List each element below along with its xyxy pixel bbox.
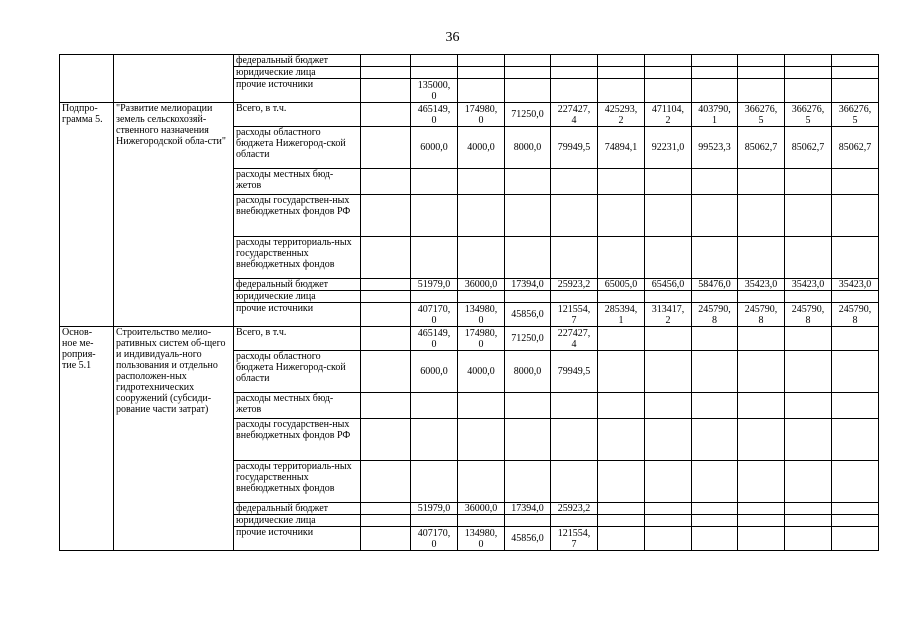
value-cell: 135000, 0 xyxy=(411,79,458,103)
value-cell xyxy=(505,419,551,461)
value-cell xyxy=(738,419,785,461)
value-cell xyxy=(692,393,738,419)
value-cell xyxy=(458,291,505,303)
value-cell xyxy=(832,351,879,393)
value-cell xyxy=(785,327,832,351)
spacer-cell xyxy=(361,303,411,327)
name-cell: Строительство мелио-ративных систем об-щего и индивидуаль-ного пользования и отдельно расположен-ных гидротехнических сооружений (субсиди-рование части затрат) xyxy=(114,327,234,551)
value-cell xyxy=(505,291,551,303)
value-cell xyxy=(785,461,832,503)
value-cell: 71250,0 xyxy=(505,327,551,351)
value-cell: 366276, 5 xyxy=(785,103,832,127)
value-cell xyxy=(738,195,785,237)
value-cell xyxy=(598,515,645,527)
value-cell: 4000,0 xyxy=(458,127,505,169)
value-cell xyxy=(692,351,738,393)
value-cell xyxy=(738,393,785,419)
value-cell xyxy=(645,79,692,103)
table-row xyxy=(60,327,879,351)
value-cell xyxy=(645,515,692,527)
value-cell: 366276, 5 xyxy=(832,103,879,127)
value-cell: 17394,0 xyxy=(505,279,551,291)
value-cell xyxy=(598,461,645,503)
value-cell xyxy=(738,327,785,351)
spacer-cell xyxy=(361,67,411,79)
value-cell xyxy=(738,515,785,527)
value-cell xyxy=(598,351,645,393)
source-label: федеральный бюджет xyxy=(234,55,361,67)
value-cell xyxy=(598,67,645,79)
spacer-cell xyxy=(361,79,411,103)
value-cell xyxy=(598,55,645,67)
value-cell xyxy=(645,67,692,79)
value-cell: 121554, 7 xyxy=(551,303,598,327)
source-label: расходы территориаль-ных государственных внебюджетных фондов xyxy=(234,461,361,503)
value-cell: 51979,0 xyxy=(411,279,458,291)
spacer-cell xyxy=(361,515,411,527)
spacer-cell xyxy=(361,393,411,419)
value-cell xyxy=(692,291,738,303)
value-cell xyxy=(505,461,551,503)
source-label: Всего, в т.ч. xyxy=(234,103,361,127)
value-cell xyxy=(505,195,551,237)
value-cell xyxy=(785,393,832,419)
value-cell xyxy=(785,419,832,461)
value-cell xyxy=(645,55,692,67)
value-cell xyxy=(832,461,879,503)
value-cell: 36000,0 xyxy=(458,279,505,291)
value-cell xyxy=(738,67,785,79)
value-cell: 174980, 0 xyxy=(458,327,505,351)
value-cell xyxy=(505,515,551,527)
value-cell: 74894,1 xyxy=(598,127,645,169)
value-cell xyxy=(458,419,505,461)
value-cell: 85062,7 xyxy=(785,127,832,169)
value-cell: 45856,0 xyxy=(505,303,551,327)
program-cell: Подпро- грамма 5. xyxy=(60,103,114,327)
value-cell xyxy=(645,461,692,503)
value-cell xyxy=(692,515,738,527)
source-label: юридические лица xyxy=(234,67,361,79)
value-cell: 245790, 8 xyxy=(832,303,879,327)
value-cell xyxy=(738,291,785,303)
value-cell xyxy=(598,291,645,303)
value-cell xyxy=(551,291,598,303)
value-cell xyxy=(598,237,645,279)
spacer-cell xyxy=(361,291,411,303)
value-cell xyxy=(832,237,879,279)
value-cell xyxy=(692,169,738,195)
value-cell xyxy=(645,419,692,461)
value-cell xyxy=(458,195,505,237)
value-cell xyxy=(505,67,551,79)
value-cell: 407170, 0 xyxy=(411,527,458,551)
value-cell: 285394, 1 xyxy=(598,303,645,327)
value-cell xyxy=(692,419,738,461)
spacer-cell xyxy=(361,103,411,127)
spacer-cell xyxy=(361,351,411,393)
value-cell xyxy=(785,503,832,515)
value-cell: 465149, 0 xyxy=(411,103,458,127)
value-cell xyxy=(692,195,738,237)
value-cell xyxy=(832,419,879,461)
value-cell xyxy=(598,527,645,551)
value-cell xyxy=(411,55,458,67)
name-cell: "Развитие мелиорации земель сельскохозяй-ственного назначения Нижегородской обла-сти" xyxy=(114,103,234,327)
value-cell xyxy=(411,237,458,279)
value-cell xyxy=(551,393,598,419)
value-cell xyxy=(505,79,551,103)
source-label: расходы местных бюд-жетов xyxy=(234,169,361,195)
value-cell: 58476,0 xyxy=(692,279,738,291)
value-cell: 245790, 8 xyxy=(785,303,832,327)
source-label: федеральный бюджет xyxy=(234,503,361,515)
value-cell: 71250,0 xyxy=(505,103,551,127)
value-cell xyxy=(645,327,692,351)
value-cell xyxy=(832,515,879,527)
value-cell: 403790, 1 xyxy=(692,103,738,127)
value-cell xyxy=(411,515,458,527)
value-cell: 121554, 7 xyxy=(551,527,598,551)
value-cell: 174980, 0 xyxy=(458,103,505,127)
value-cell xyxy=(411,169,458,195)
value-cell: 99523,3 xyxy=(692,127,738,169)
value-cell xyxy=(598,419,645,461)
spacer-cell xyxy=(361,169,411,195)
value-cell xyxy=(458,237,505,279)
value-cell xyxy=(832,393,879,419)
value-cell xyxy=(551,55,598,67)
value-cell xyxy=(785,79,832,103)
value-cell xyxy=(411,393,458,419)
source-label: прочие источники xyxy=(234,79,361,103)
value-cell: 51979,0 xyxy=(411,503,458,515)
value-cell xyxy=(692,55,738,67)
value-cell xyxy=(551,79,598,103)
value-cell xyxy=(458,515,505,527)
value-cell xyxy=(551,195,598,237)
source-label: расходы территориаль-ных государственных внебюджетных фондов xyxy=(234,237,361,279)
value-cell xyxy=(832,527,879,551)
source-label: расходы местных бюд-жетов xyxy=(234,393,361,419)
value-cell xyxy=(551,169,598,195)
value-cell xyxy=(505,55,551,67)
value-cell xyxy=(645,503,692,515)
value-cell xyxy=(645,291,692,303)
value-cell: 35423,0 xyxy=(832,279,879,291)
value-cell: 407170, 0 xyxy=(411,303,458,327)
value-cell xyxy=(738,237,785,279)
spacer-cell xyxy=(361,195,411,237)
value-cell xyxy=(832,79,879,103)
value-cell xyxy=(505,169,551,195)
value-cell xyxy=(598,503,645,515)
value-cell: 85062,7 xyxy=(738,127,785,169)
value-cell: 471104, 2 xyxy=(645,103,692,127)
program-cell: Основ- ное ме- роприя- тие 5.1 xyxy=(60,327,114,551)
value-cell: 6000,0 xyxy=(411,127,458,169)
spacer-cell xyxy=(361,279,411,291)
value-cell xyxy=(458,79,505,103)
value-cell xyxy=(785,169,832,195)
value-cell xyxy=(645,393,692,419)
spacer-cell xyxy=(361,527,411,551)
value-cell xyxy=(692,461,738,503)
value-cell: 25923,2 xyxy=(551,503,598,515)
spacer-cell xyxy=(361,237,411,279)
source-label: юридические лица xyxy=(234,291,361,303)
value-cell: 366276, 5 xyxy=(738,103,785,127)
value-cell: 35423,0 xyxy=(738,279,785,291)
value-cell: 245790, 8 xyxy=(738,303,785,327)
value-cell xyxy=(458,67,505,79)
spacer-cell xyxy=(361,419,411,461)
spacer-cell xyxy=(361,327,411,351)
table-row xyxy=(60,103,879,127)
value-cell xyxy=(692,327,738,351)
source-label: расходы областного бюджета Нижегород-ской области xyxy=(234,127,361,169)
value-cell: 227427, 4 xyxy=(551,103,598,127)
value-cell xyxy=(551,67,598,79)
value-cell xyxy=(598,79,645,103)
value-cell xyxy=(551,237,598,279)
value-cell xyxy=(738,169,785,195)
value-cell xyxy=(832,327,879,351)
source-label: прочие источники xyxy=(234,303,361,327)
source-label: расходы областного бюджета Нижегород-ской области xyxy=(234,351,361,393)
source-label: юридические лица xyxy=(234,515,361,527)
source-label: Всего, в т.ч. xyxy=(234,327,361,351)
value-cell xyxy=(692,237,738,279)
value-cell xyxy=(551,515,598,527)
value-cell xyxy=(832,67,879,79)
value-cell xyxy=(785,55,832,67)
value-cell xyxy=(738,461,785,503)
name-cell xyxy=(114,55,234,103)
value-cell: 79949,5 xyxy=(551,127,598,169)
value-cell xyxy=(411,195,458,237)
value-cell xyxy=(832,55,879,67)
value-cell: 92231,0 xyxy=(645,127,692,169)
source-label: расходы государствен-ных внебюджетных фондов РФ xyxy=(234,195,361,237)
value-cell xyxy=(411,67,458,79)
value-cell xyxy=(598,195,645,237)
budget-table xyxy=(59,54,879,551)
value-cell xyxy=(411,291,458,303)
value-cell: 85062,7 xyxy=(832,127,879,169)
value-cell xyxy=(738,55,785,67)
spacer-cell xyxy=(361,503,411,515)
value-cell xyxy=(738,351,785,393)
value-cell: 6000,0 xyxy=(411,351,458,393)
spacer-cell xyxy=(361,55,411,67)
value-cell xyxy=(832,503,879,515)
spacer-cell xyxy=(361,127,411,169)
value-cell: 425293, 2 xyxy=(598,103,645,127)
value-cell xyxy=(785,195,832,237)
source-label: прочие источники xyxy=(234,527,361,551)
value-cell xyxy=(692,527,738,551)
value-cell: 8000,0 xyxy=(505,127,551,169)
value-cell xyxy=(458,461,505,503)
value-cell: 465149, 0 xyxy=(411,327,458,351)
value-cell xyxy=(645,195,692,237)
source-label: федеральный бюджет xyxy=(234,279,361,291)
value-cell xyxy=(505,393,551,419)
value-cell: 25923,2 xyxy=(551,279,598,291)
value-cell xyxy=(832,195,879,237)
value-cell: 8000,0 xyxy=(505,351,551,393)
value-cell: 65005,0 xyxy=(598,279,645,291)
spacer-cell xyxy=(361,461,411,503)
value-cell xyxy=(738,79,785,103)
source-label: расходы государствен-ных внебюджетных фондов РФ xyxy=(234,419,361,461)
value-cell xyxy=(505,237,551,279)
value-cell xyxy=(598,169,645,195)
value-cell xyxy=(785,515,832,527)
value-cell xyxy=(645,351,692,393)
value-cell xyxy=(785,291,832,303)
value-cell xyxy=(458,393,505,419)
table-row xyxy=(60,55,879,67)
program-cell xyxy=(60,55,114,103)
value-cell xyxy=(692,503,738,515)
value-cell xyxy=(645,169,692,195)
value-cell: 227427, 4 xyxy=(551,327,598,351)
value-cell xyxy=(411,461,458,503)
value-cell: 65456,0 xyxy=(645,279,692,291)
value-cell: 4000,0 xyxy=(458,351,505,393)
value-cell: 134980, 0 xyxy=(458,527,505,551)
value-cell xyxy=(785,237,832,279)
value-cell xyxy=(692,67,738,79)
value-cell xyxy=(411,419,458,461)
value-cell xyxy=(692,79,738,103)
value-cell xyxy=(458,169,505,195)
value-cell xyxy=(738,503,785,515)
value-cell: 134980, 0 xyxy=(458,303,505,327)
value-cell xyxy=(551,419,598,461)
value-cell: 245790, 8 xyxy=(692,303,738,327)
value-cell xyxy=(832,291,879,303)
value-cell xyxy=(738,527,785,551)
page-number: 36 xyxy=(445,30,460,45)
value-cell: 36000,0 xyxy=(458,503,505,515)
value-cell xyxy=(645,527,692,551)
value-cell xyxy=(832,169,879,195)
value-cell xyxy=(785,67,832,79)
value-cell xyxy=(598,327,645,351)
value-cell xyxy=(551,461,598,503)
value-cell: 17394,0 xyxy=(505,503,551,515)
value-cell xyxy=(785,527,832,551)
value-cell xyxy=(785,351,832,393)
value-cell: 35423,0 xyxy=(785,279,832,291)
value-cell xyxy=(598,393,645,419)
value-cell xyxy=(645,237,692,279)
value-cell: 313417, 2 xyxy=(645,303,692,327)
value-cell xyxy=(458,55,505,67)
value-cell: 79949,5 xyxy=(551,351,598,393)
value-cell: 45856,0 xyxy=(505,527,551,551)
